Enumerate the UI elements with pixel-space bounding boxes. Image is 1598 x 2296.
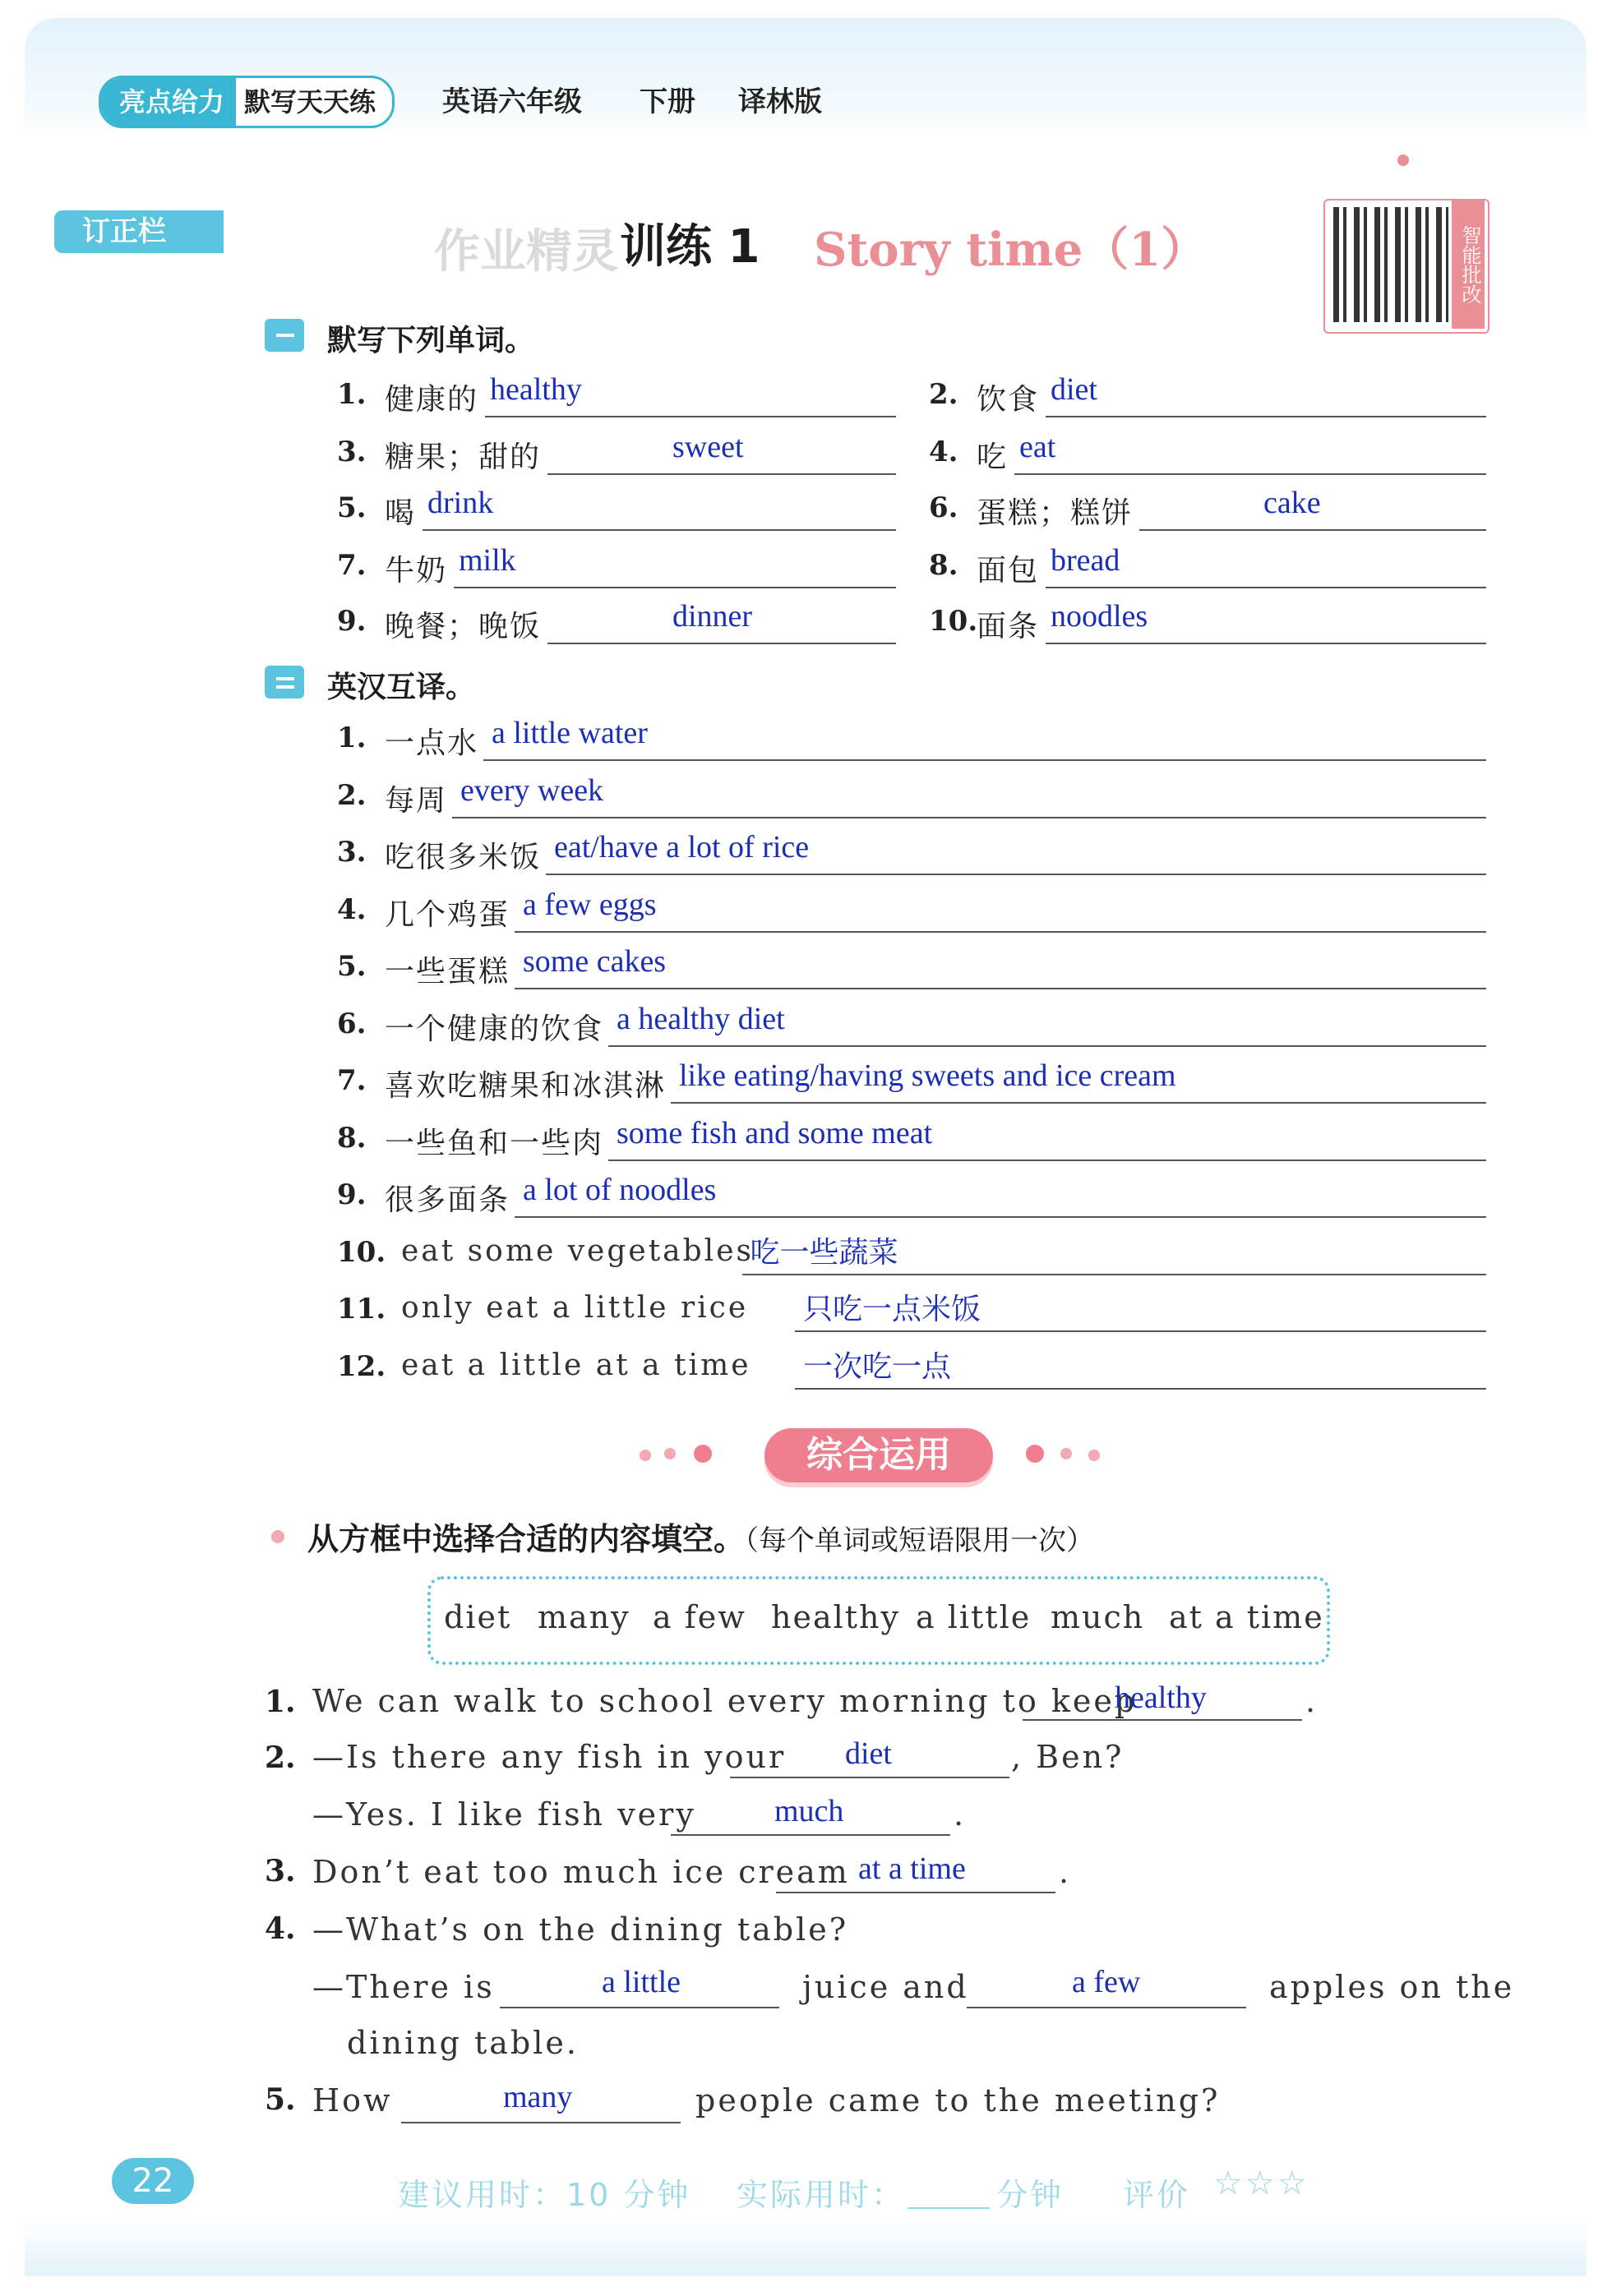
item-prompt: 一些蛋糕 bbox=[385, 955, 510, 989]
actual-time-label: 实际用时： bbox=[737, 2177, 906, 2213]
item-number: 9. bbox=[337, 605, 367, 638]
question-number: 3. bbox=[265, 1854, 296, 1888]
answer-text: at a time bbox=[858, 1851, 966, 1886]
item-number: 3. bbox=[337, 436, 367, 468]
item-number: 10. bbox=[337, 1235, 386, 1269]
qr-label: 智能批改 bbox=[1452, 201, 1485, 329]
answer-text: a few bbox=[1072, 1965, 1141, 1999]
answer-blank[interactable] bbox=[967, 2007, 1246, 2008]
answer-blank[interactable] bbox=[546, 874, 1486, 875]
rating-label: 评价 bbox=[1123, 2177, 1191, 2213]
banner-dot bbox=[1088, 1450, 1100, 1461]
question-text: —What’s on the dining table? bbox=[312, 1911, 849, 1948]
answer-text: a healthy diet bbox=[617, 1001, 785, 1036]
item-number: 4. bbox=[337, 892, 367, 926]
item-prompt: 吃 bbox=[977, 440, 1009, 474]
answer-text: diet bbox=[845, 1736, 892, 1771]
word-box-item: a little bbox=[916, 1599, 1032, 1635]
question-text: . bbox=[1059, 1854, 1072, 1890]
watermark: 作业精灵 bbox=[434, 225, 618, 279]
answer-blank[interactable] bbox=[454, 587, 896, 588]
answer-text: eat bbox=[1019, 430, 1056, 464]
subject-label: 英语六年级 bbox=[442, 85, 582, 118]
section-banner: 综合运用 bbox=[764, 1428, 993, 1482]
question-number: 5. bbox=[265, 2082, 296, 2117]
answer-text: healthy bbox=[490, 372, 582, 407]
answer-blank[interactable] bbox=[483, 759, 1486, 761]
item-prompt: 面条 bbox=[977, 610, 1040, 643]
answer-text: eat/have a lot of rice bbox=[554, 830, 810, 864]
page-number: 22 bbox=[112, 2158, 194, 2204]
answer-blank[interactable] bbox=[547, 643, 896, 644]
qr-code-icon[interactable] bbox=[1333, 207, 1448, 322]
item-prompt: 晚餐；晚饭 bbox=[385, 610, 542, 643]
answer-blank[interactable] bbox=[795, 1330, 1486, 1332]
brand-left: 亮点给力 bbox=[101, 78, 236, 126]
item-prompt: 几个鸡蛋 bbox=[385, 897, 510, 932]
item-number: 8. bbox=[337, 1121, 367, 1155]
answer-blank[interactable] bbox=[401, 2122, 681, 2123]
answer-blank[interactable] bbox=[1139, 529, 1486, 531]
answer-blank[interactable] bbox=[795, 1388, 1486, 1390]
item-prompt: 饮食 bbox=[977, 383, 1040, 417]
item-prompt: 喝 bbox=[385, 496, 417, 530]
answer-blank[interactable] bbox=[452, 817, 1486, 818]
actual-time-blank[interactable] bbox=[908, 2207, 990, 2209]
section-one-title: 默写下列单词。 bbox=[327, 324, 535, 357]
answer-blank[interactable] bbox=[423, 529, 896, 531]
item-number: 7. bbox=[337, 1064, 367, 1097]
item-number: 1. bbox=[337, 378, 367, 411]
answer-text: 吃一些蔬菜 bbox=[750, 1235, 898, 1270]
item-prompt: 糖果；甜的 bbox=[385, 440, 542, 474]
question-text: . bbox=[1305, 1683, 1319, 1719]
task-title bbox=[307, 1514, 1094, 1559]
item-prompt: 一个健康的饮食 bbox=[385, 1012, 604, 1046]
answer-blank[interactable] bbox=[1023, 1719, 1302, 1721]
answer-text: some fish and some meat bbox=[617, 1115, 933, 1150]
item-number: 10. bbox=[929, 605, 978, 638]
item-number: 2. bbox=[337, 778, 367, 812]
item-number: 7. bbox=[337, 549, 367, 582]
question-text: We can walk to school every morning to keep bbox=[312, 1683, 1138, 1719]
item-number: 6. bbox=[929, 491, 958, 524]
answer-blank[interactable] bbox=[776, 1892, 1055, 1893]
answer-blank[interactable] bbox=[608, 1160, 1486, 1161]
answer-text: some cakes bbox=[523, 944, 667, 979]
item-number: 8. bbox=[929, 549, 958, 582]
item-number: 5. bbox=[337, 950, 367, 983]
answer-blank[interactable] bbox=[1046, 416, 1486, 417]
lesson-title: 训练 1 bbox=[620, 220, 760, 274]
item-prompt: 蛋糕；糕饼 bbox=[977, 496, 1134, 530]
answer-text: a few eggs bbox=[523, 887, 657, 922]
footer-band bbox=[25, 2219, 1586, 2276]
question-text: —Yes. I like fish very bbox=[312, 1796, 696, 1833]
lesson-topic: Story time（1） bbox=[814, 223, 1208, 277]
answer-text: diet bbox=[1051, 372, 1097, 407]
answer-blank[interactable] bbox=[515, 1216, 1486, 1218]
item-number: 6. bbox=[337, 1007, 367, 1040]
item-number: 4. bbox=[929, 436, 958, 468]
answer-blank[interactable] bbox=[671, 1834, 950, 1836]
answer-text: a lot of noodles bbox=[523, 1173, 717, 1207]
answer-text: sweet bbox=[672, 430, 744, 464]
question-number: 4. bbox=[265, 1911, 296, 1946]
answer-blank[interactable] bbox=[1046, 643, 1486, 644]
edition-label: 译林版 bbox=[738, 85, 822, 118]
volume-label: 下册 bbox=[640, 85, 695, 118]
answer-blank[interactable] bbox=[547, 473, 896, 475]
question-text: Don’t eat too much ice cream bbox=[312, 1854, 850, 1890]
item-number: 3. bbox=[337, 836, 367, 869]
item-prompt: 每周 bbox=[385, 783, 448, 818]
answer-text: milk bbox=[459, 543, 516, 578]
item-prompt: only eat a little rice bbox=[401, 1291, 749, 1325]
time-unit: 分钟 bbox=[996, 2177, 1065, 2213]
word-box-item: healthy bbox=[771, 1599, 900, 1635]
brand-right: 默写天天练 bbox=[244, 86, 376, 118]
word-box-item: diet bbox=[444, 1599, 512, 1635]
word-box-item: many bbox=[538, 1599, 630, 1635]
answer-text: a little bbox=[602, 1965, 681, 1999]
task-title-text: 从方框中选择合适的内容填空。 bbox=[307, 1521, 746, 1557]
item-prompt: 很多面条 bbox=[385, 1183, 510, 1217]
banner-dot bbox=[1060, 1448, 1072, 1459]
item-prompt: 牛奶 bbox=[385, 554, 448, 588]
banner-dot bbox=[694, 1445, 712, 1463]
answer-blank[interactable] bbox=[515, 931, 1486, 933]
banner-dot bbox=[640, 1450, 651, 1461]
banner-dot bbox=[664, 1448, 676, 1459]
item-number: 2. bbox=[929, 378, 958, 411]
answer-text: like eating/having sweets and ice cream bbox=[679, 1058, 1176, 1093]
answer-text: cake bbox=[1263, 486, 1321, 520]
item-prompt: 一点水 bbox=[385, 726, 479, 760]
answer-text: many bbox=[503, 2080, 573, 2114]
answer-text: every week bbox=[460, 772, 604, 808]
qr-hanger-icon bbox=[1397, 154, 1409, 166]
item-number: 5. bbox=[337, 491, 367, 524]
question-text: juice and bbox=[802, 1969, 969, 2005]
question-text: . bbox=[954, 1796, 967, 1833]
answer-blank[interactable] bbox=[608, 1045, 1486, 1047]
brand-pill bbox=[99, 76, 395, 128]
item-number: 9. bbox=[337, 1178, 367, 1211]
item-number: 12. bbox=[337, 1349, 386, 1383]
answer-blank[interactable] bbox=[515, 988, 1486, 989]
bullet-icon bbox=[271, 1530, 284, 1543]
item-number: 1. bbox=[337, 722, 367, 754]
item-prompt: 喜欢吃糖果和冰淇淋 bbox=[385, 1069, 667, 1103]
answer-text: 只吃一点米饭 bbox=[803, 1293, 981, 1326]
question-text: dining table. bbox=[347, 2025, 579, 2061]
question-text: people came to the meeting? bbox=[695, 2082, 1221, 2118]
banner-dot bbox=[1026, 1445, 1044, 1463]
word-box-item: much bbox=[1051, 1599, 1145, 1635]
answer-text: dinner bbox=[672, 599, 753, 634]
item-prompt: 面包 bbox=[977, 554, 1040, 588]
answer-text: drink bbox=[427, 486, 494, 520]
word-box-item: at a time bbox=[1169, 1599, 1324, 1635]
item-prompt: 一些鱼和一些肉 bbox=[385, 1126, 604, 1160]
rating-stars-icon[interactable]: ☆☆☆ bbox=[1213, 2165, 1309, 2202]
answer-text: noodles bbox=[1051, 599, 1148, 634]
answer-blank[interactable] bbox=[1014, 473, 1486, 475]
answer-blank[interactable] bbox=[500, 2007, 779, 2008]
question-number: 2. bbox=[265, 1740, 296, 1775]
question-text: —Is there any fish in your bbox=[312, 1739, 787, 1775]
question-text: How bbox=[312, 2082, 393, 2118]
correction-tab: 订正栏 bbox=[54, 210, 224, 253]
suggested-time: 建议用时：10 分钟 bbox=[398, 2177, 691, 2213]
answer-blank[interactable] bbox=[742, 1274, 1487, 1275]
answer-text: much bbox=[774, 1794, 844, 1828]
answer-text: 一次吃一点 bbox=[803, 1349, 952, 1384]
question-text: , Ben? bbox=[1011, 1739, 1125, 1775]
task-note: （每个单词或短语限用一次） bbox=[745, 1524, 1095, 1557]
question-text: apples on the bbox=[1269, 1969, 1515, 2005]
answer-blank[interactable] bbox=[730, 1777, 1009, 1778]
answer-text: bread bbox=[1051, 543, 1120, 578]
item-prompt: 吃很多米饭 bbox=[385, 841, 542, 874]
item-prompt: eat a little at a time bbox=[401, 1348, 751, 1382]
item-prompt: 健康的 bbox=[385, 383, 479, 417]
question-text: —There is bbox=[312, 1969, 495, 2005]
answer-text: a little water bbox=[492, 716, 648, 750]
section-one-icon bbox=[265, 319, 304, 352]
answer-text: healthy bbox=[1115, 1681, 1207, 1715]
section-two-title: 英汉互译。 bbox=[327, 671, 476, 704]
answer-blank[interactable] bbox=[671, 1102, 1486, 1104]
question-number: 1. bbox=[265, 1685, 296, 1719]
answer-blank[interactable] bbox=[1046, 587, 1486, 588]
section-two-icon bbox=[265, 666, 304, 698]
word-box-item: a few bbox=[653, 1599, 746, 1635]
answer-blank[interactable] bbox=[485, 416, 896, 417]
item-number: 11. bbox=[337, 1293, 386, 1326]
item-prompt: eat some vegetables bbox=[401, 1233, 754, 1268]
